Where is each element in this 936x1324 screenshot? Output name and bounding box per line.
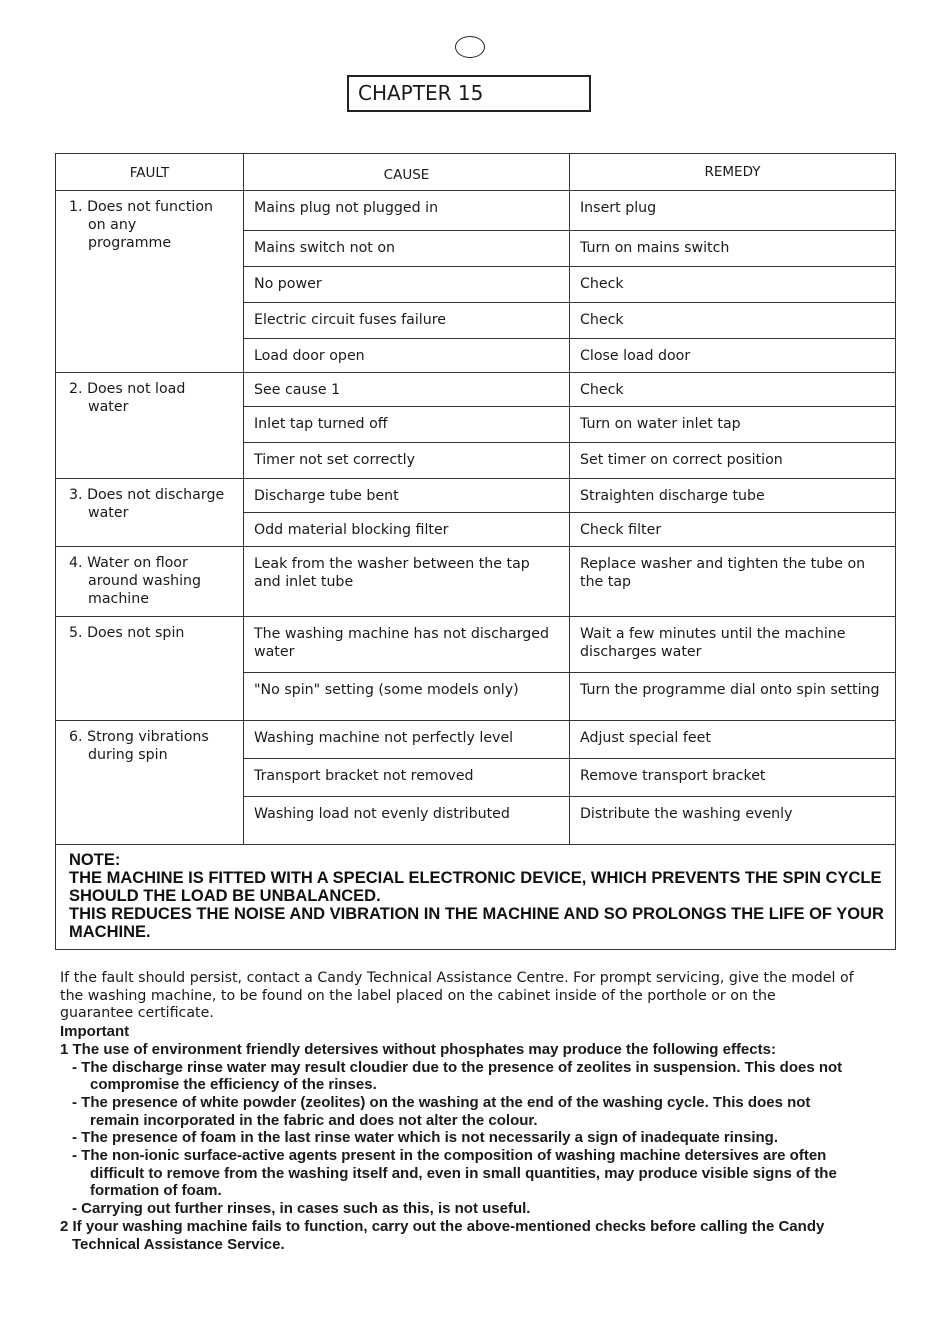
fault-description-line: Water on floor bbox=[87, 555, 188, 571]
cause-cell: Mains plug not plugged in bbox=[244, 191, 570, 231]
remedy-cell: Close load door bbox=[570, 339, 896, 373]
fault-description-line: during spin bbox=[88, 747, 168, 763]
cause-cell: Timer not set correctly bbox=[244, 443, 570, 479]
fault-description-line: machine bbox=[88, 591, 149, 607]
remedy-cell: Turn on water inlet tap bbox=[570, 407, 896, 443]
intro-line: guarantee certificate. bbox=[60, 1005, 214, 1022]
cause-cell: Electric circuit fuses failure bbox=[244, 303, 570, 339]
note-line: THE MACHINE IS FITTED WITH A SPECIAL ELECTRONIC DEVICE, WHICH PREVENTS THE SPIN CYCLE bbox=[69, 869, 882, 887]
note-box bbox=[56, 845, 896, 950]
note-line: THIS REDUCES THE NOISE AND VIBRATION IN THE MACHINE AND SO PROLONGS THE LIFE OF YOUR bbox=[69, 905, 884, 923]
cause-cell: Leak from the washer between the tap and inlet tube bbox=[244, 547, 570, 617]
cause-cell: Load door open bbox=[244, 339, 570, 373]
remedy-cell: Check bbox=[570, 303, 896, 339]
cause-cell: Mains switch not on bbox=[244, 231, 570, 267]
fault-cell bbox=[56, 721, 244, 845]
remedy-cell: Turn the programme dial onto spin setting bbox=[570, 673, 896, 721]
fault-cell bbox=[56, 479, 244, 547]
fault-description-line: around washing bbox=[88, 573, 202, 589]
cause-cell: Inlet tap turned off bbox=[244, 407, 570, 443]
table-row bbox=[56, 479, 896, 513]
note-line: NOTE: bbox=[69, 851, 121, 869]
fault-cell bbox=[56, 191, 244, 373]
remedy-cell: Straighten discharge tube bbox=[570, 479, 896, 513]
fault-cell bbox=[56, 617, 244, 721]
header-cause: CAUSE bbox=[244, 154, 570, 191]
bullet-line: compromise the efficiency of the rinses. bbox=[90, 1076, 377, 1094]
fault-description-line: Does not discharge bbox=[87, 487, 225, 503]
fault-number: 1. bbox=[69, 199, 83, 215]
cause-cell: No power bbox=[244, 267, 570, 303]
cause-cell: Washing machine not perfectly level bbox=[244, 721, 570, 759]
cause-cell: Washing load not evenly distributed bbox=[244, 797, 570, 845]
cause-cell: Discharge tube bent bbox=[244, 479, 570, 513]
fault-number: 2. bbox=[69, 381, 83, 397]
fault-description-line: on any bbox=[88, 217, 137, 233]
important-heading: Important bbox=[60, 1023, 130, 1041]
fault-cell bbox=[56, 373, 244, 479]
chapter-title: CHAPTER 15 bbox=[347, 75, 591, 112]
bullet-line: remain incorporated in the fabric and does not alter the colour. bbox=[90, 1111, 538, 1129]
remedy-cell: Check filter bbox=[570, 513, 896, 547]
remedy-cell: Adjust special feet bbox=[570, 721, 896, 759]
note-line: MACHINE. bbox=[69, 923, 151, 941]
important-item-2: Technical Assistance Service. bbox=[72, 1235, 285, 1253]
remedy-cell: Check bbox=[570, 373, 896, 407]
important-item-2: 2 If your washing machine fails to function, carry out the above-mentioned checks before calling the Candy bbox=[60, 1217, 825, 1235]
fault-cell bbox=[56, 547, 244, 617]
header-remedy: REMEDY bbox=[570, 154, 896, 191]
remedy-cell: Insert plug bbox=[570, 191, 896, 231]
remedy-cell: Replace washer and tighten the tube on the tap bbox=[570, 547, 896, 617]
cause-cell: "No spin" setting (some models only) bbox=[244, 673, 570, 721]
table-row bbox=[56, 721, 896, 759]
remedy-cell: Check bbox=[570, 267, 896, 303]
cause-cell: Transport bracket not removed bbox=[244, 759, 570, 797]
fault-description-line: Does not function bbox=[87, 199, 213, 215]
intro-line: If the fault should persist, contact a Candy Technical Assistance Centre. For prompt servicing, give the model of bbox=[60, 970, 854, 986]
language-marker-oval bbox=[455, 36, 485, 58]
cause-cell: Odd material blocking filter bbox=[244, 513, 570, 547]
footer-text bbox=[60, 970, 900, 1253]
remedy-cell: Distribute the washing evenly bbox=[570, 797, 896, 845]
table-row bbox=[56, 373, 896, 407]
fault-number: 5. bbox=[69, 625, 83, 641]
fault-description-line: water bbox=[88, 505, 129, 521]
fault-description-line: Strong vibrations bbox=[87, 729, 209, 745]
fault-number: 4. bbox=[69, 555, 83, 571]
fault-number: 3. bbox=[69, 487, 83, 503]
table-row bbox=[56, 617, 896, 673]
bullet-line: difficult to remove from the washing itself and, even in small quantities, may produce visible signs of the bbox=[90, 1164, 837, 1182]
fault-description-line: Does not spin bbox=[87, 625, 185, 641]
note-row bbox=[56, 845, 896, 950]
fault-table bbox=[55, 153, 896, 950]
remedy-cell: Wait a few minutes until the machine discharges water bbox=[570, 617, 896, 673]
bullet-line: - The non-ionic surface-active agents present in the composition of washing machine detersives are often bbox=[72, 1147, 827, 1165]
cause-cell: The washing machine has not discharged water bbox=[244, 617, 570, 673]
important-item-1: 1 The use of environment friendly detersives without phosphates may produce the following effects: bbox=[60, 1040, 776, 1058]
fault-number: 6. bbox=[69, 729, 83, 745]
cause-cell: See cause 1 bbox=[244, 373, 570, 407]
fault-table-body bbox=[56, 191, 896, 845]
bullet-line: - The presence of white powder (zeolites) on the washing at the end of the washing cycle. This does not bbox=[72, 1093, 811, 1111]
table-header-row bbox=[56, 154, 896, 191]
bullet-line: - The discharge rinse water may result cloudier due to the presence of zeolites in suspension. This does not bbox=[72, 1058, 843, 1076]
fault-description-line: water bbox=[88, 399, 129, 415]
remedy-cell: Turn on mains switch bbox=[570, 231, 896, 267]
intro-line: the washing machine, to be found on the label placed on the cabinet inside of the porthole or on the bbox=[60, 987, 776, 1004]
note-line: SHOULD THE LOAD BE UNBALANCED. bbox=[69, 887, 381, 905]
bullet-line: - Carrying out further rinses, in cases such as this, is not useful. bbox=[72, 1200, 531, 1218]
remedy-cell: Set timer on correct position bbox=[570, 443, 896, 479]
table-row bbox=[56, 191, 896, 231]
bullet-line: formation of foam. bbox=[90, 1182, 222, 1200]
remedy-cell: Remove transport bracket bbox=[570, 759, 896, 797]
table-row bbox=[56, 547, 896, 617]
fault-description-line: programme bbox=[88, 235, 172, 251]
header-fault: FAULT bbox=[56, 154, 244, 191]
fault-description-line: Does not load bbox=[87, 381, 186, 397]
bullet-line: - The presence of foam in the last rinse water which is not necessarily a sign of inadequate rinsing. bbox=[72, 1129, 779, 1147]
